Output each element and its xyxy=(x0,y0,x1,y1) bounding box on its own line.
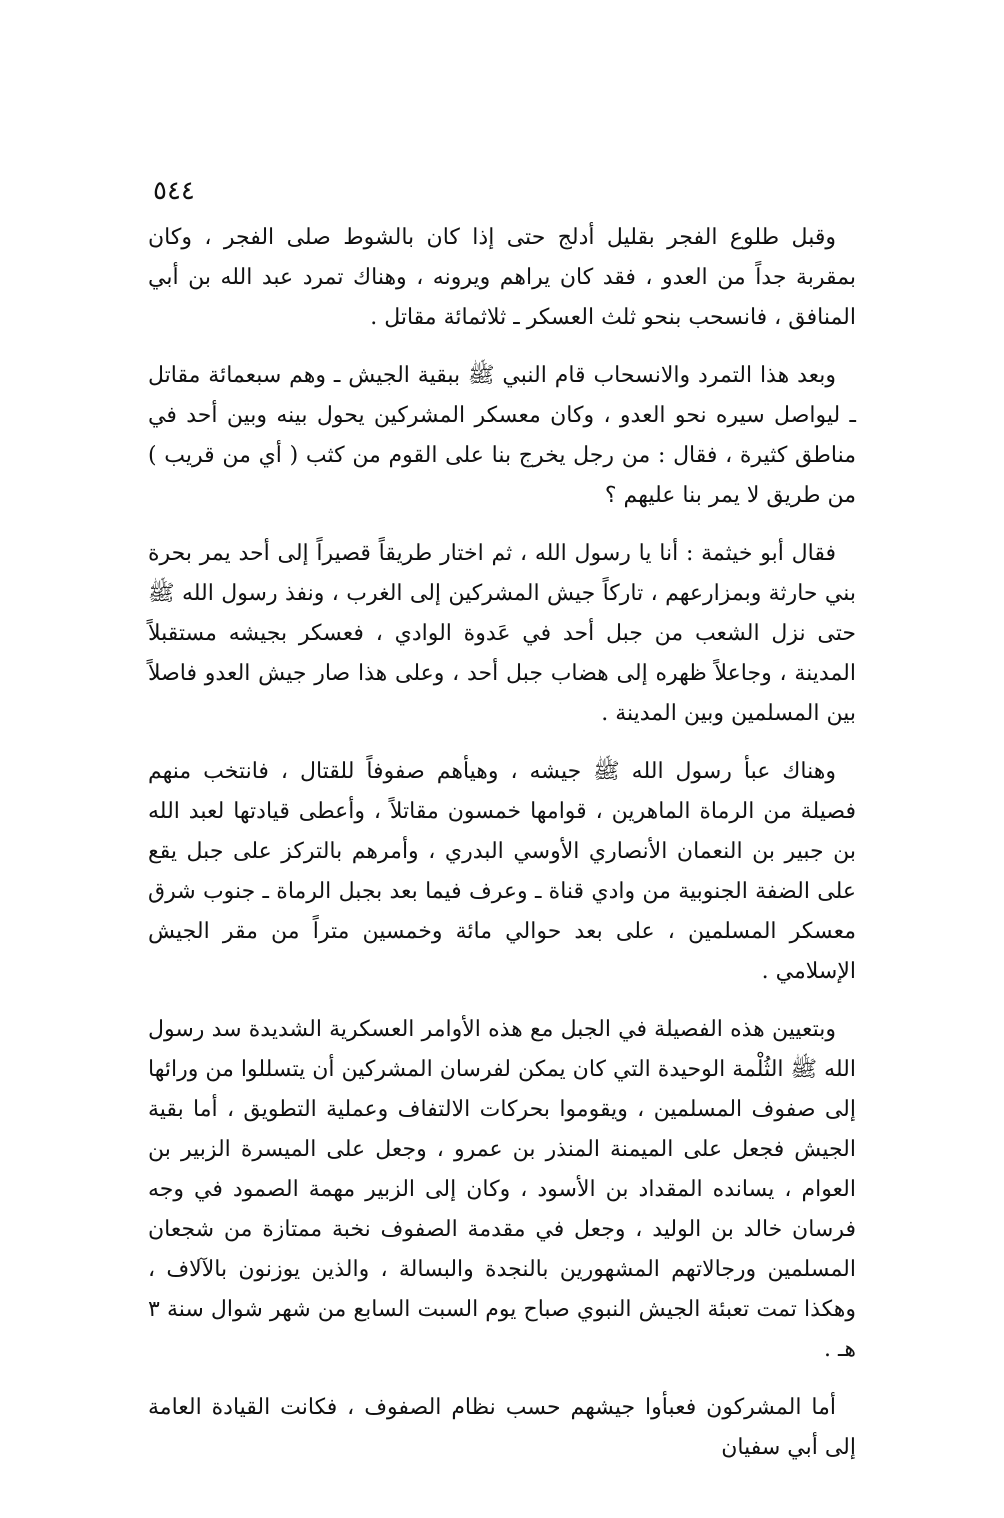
paragraph-5: وبتعيين هذه الفصيلة في الجبل مع هذه الأوامر العسكرية الشديدة سد رسول الله ﷺ الثُلْمة الوحيدة التي كان يمكن لفرسان المشركين أن يتسللوا من ورائها إلى صفوف المسلمين ، ويقوموا بحركات الالتفاف وعملية التطويق ، أما بقية الجيش فجعل على الميمنة المنذر بن عمرو ، وجعل على الميسرة الزبير بن العوام ، يسانده المقداد بن الأسود ، وكان إلى الزبير مهمة الصمود في وجه فرسان خالد بن الوليد ، وجعل في مقدمة الصفوف نخبة ممتازة من شجعان المسلمين ورجالاتهم المشهورين بالنجدة والبسالة ، والذين يوزنون بالآلاف ، وهكذا تمت تعبئة الجيش النبوي صباح يوم السبت السابع من شهر شوال سنة ٣ هـ . xyxy=(148,1017,856,1362)
body-text xyxy=(148,218,856,1468)
paragraph-2: وبعد هذا التمرد والانسحاب قام النبي ﷺ ببقية الجيش ـ وهم سبعمائة مقاتل ـ ليواصل سيره نحو العدو ، وكان معسكر المشركين يحول بينه وبين أحد في مناطق كثيرة ، فقال : من رجل يخرج بنا على القوم من كثب ( أي من قريب ) من طريق لا يمر بنا عليهم ؟ xyxy=(148,363,856,508)
paragraph-1: وقبل طلوع الفجر بقليل أدلج حتى إذا كان بالشوط صلى الفجر ، وكان بمقربة جداً من العدو ، فقد كان يراهم ويرونه ، وهناك تمرد عبد الله بن أبي المنافق ، فانسحب بنحو ثلث العسكر ـ ثلاثمائة مقاتل . xyxy=(148,225,856,330)
paragraph-6: أما المشركون فعبأوا جيشهم حسب نظام الصفوف ، فكانت القيادة العامة إلى أبي سفيان xyxy=(148,1395,856,1460)
paragraph-3: فقال أبو خيثمة : أنا يا رسول الله ، ثم اختار طريقاً قصيراً إلى أحد يمر بحرة بني حارثة وبمزارعهم ، تاركاً جيش المشركين إلى الغرب ، ونفذ رسول الله ﷺ حتى نزل الشعب من جبل أحد في عَدوة الوادي ، فعسكر بجيشه مستقبلاً المدينة ، وجاعلاً ظهره إلى هضاب جبل أحد ، وعلى هذا صار جيش العدو فاصلاً بين المسلمين وبين المدينة . xyxy=(148,541,856,726)
page-number: ٥٤٤ xyxy=(153,176,195,206)
paragraph-4: وهناك عبأ رسول الله ﷺ جيشه ، وهيأهم صفوفاً للقتال ، فانتخب منهم فصيلة من الرماة الماهرين ، قوامها خمسون مقاتلاً ، وأعطى قيادتها لعبد الله بن جبير بن النعمان الأنصاري الأوسي البدري ، وأمرهم بالتركز على جبل يقع على الضفة الجنوبية من وادي قناة ـ وعرف فيما بعد بجبل الرماة ـ جنوب شرق معسكر المسلمين ، على بعد حوالي مائة وخمسين متراً من مقر الجيش الإسلامي . xyxy=(148,759,856,984)
